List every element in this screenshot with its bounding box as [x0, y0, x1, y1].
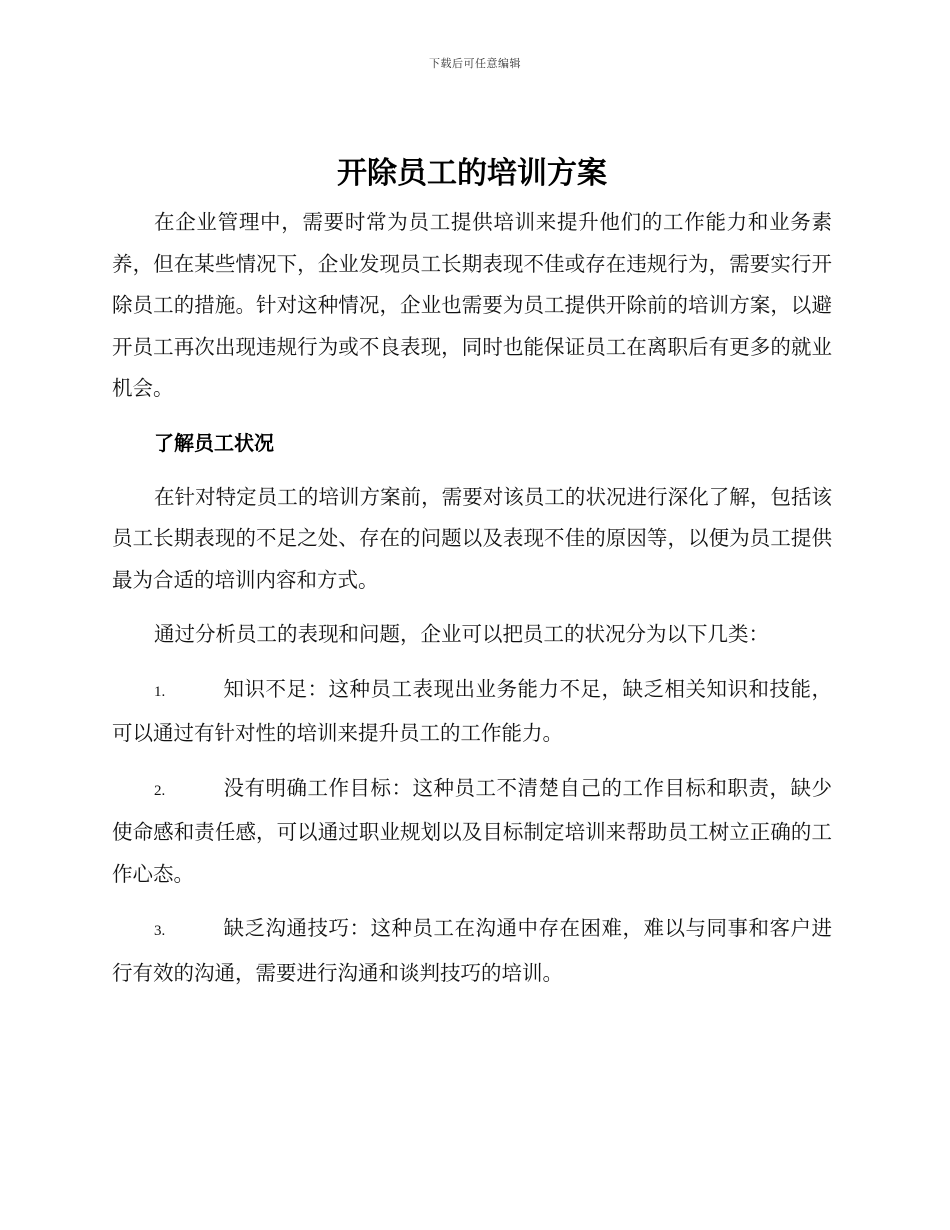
list-item-text: 没有明确工作目标：这种员工不清楚自己的工作目标和职责，缺少使命感和责任感，可以通过职业规划以及目标制定培训来帮助员工树立正确的工作心态。	[112, 775, 832, 886]
list-item-number: 1.	[154, 683, 166, 700]
list-item	[112, 768, 832, 896]
list-item-text: 缺乏沟通技巧：这种员工在沟通中存在困难，难以与同事和客户进行有效的沟通，需要进行沟通和谈判技巧的培训。	[112, 916, 832, 985]
list-item	[112, 669, 832, 755]
list-item	[112, 908, 832, 994]
section-heading: 了解员工状况	[154, 430, 274, 455]
intro-paragraph: 在企业管理中，需要时常为员工提供培训来提升他们的工作能力和业务素养，但在某些情况下，企业发现员工长期表现不佳或存在违规行为，需要实行开除员工的措施。针对这种情况，企业也需要为员工提供开除前的培训方案，以避开员工再次出现违规行为或不良表现，同时也能保证员工在离职后有更多的就业机会。	[112, 210, 832, 400]
list-item-number: 2.	[154, 782, 166, 799]
page-header-note: 下载后可任意编辑	[429, 57, 521, 70]
document-body	[112, 148, 832, 994]
document-title: 开除员工的培训方案	[337, 156, 607, 191]
section-paragraph-1: 在针对特定员工的培训方案前，需要对该员工的状况进行深化了解，包括该员工长期表现的不足之处、存在的问题以及表现不佳的原因等，以便为员工提供最为合适的培训内容和方式。	[112, 484, 832, 592]
section-paragraph-2: 通过分析员工的表现和问题，企业可以把员工的状况分为以下几类：	[154, 622, 769, 646]
list-item-number: 3.	[154, 923, 166, 939]
list-item-text: 知识不足：这种员工表现出业务能力不足，缺乏相关知识和技能，可以通过有针对性的培训来提升员工的工作能力。	[112, 676, 832, 745]
